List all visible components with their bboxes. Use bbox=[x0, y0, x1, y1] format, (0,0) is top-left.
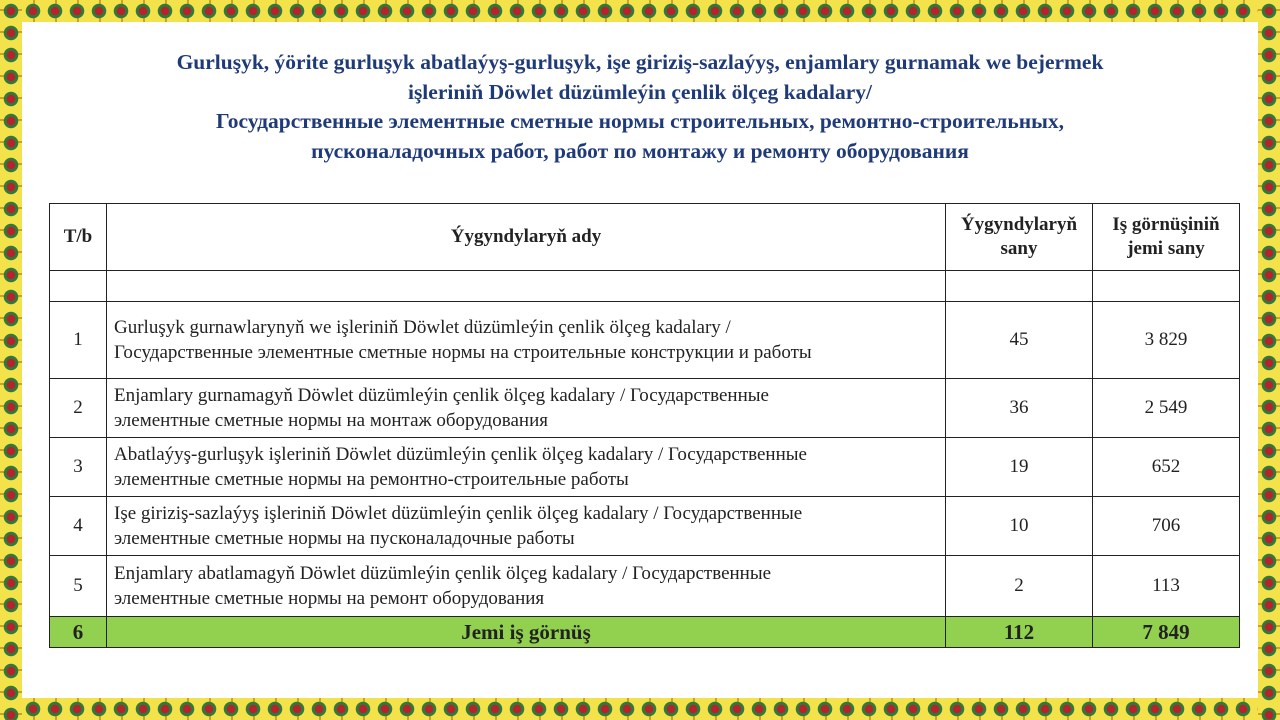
row-num: 5 bbox=[50, 556, 107, 617]
table-cell bbox=[50, 271, 107, 302]
total-count: 112 bbox=[946, 617, 1093, 648]
row-name-line: элементные сметные нормы на пусконаладочные работы bbox=[114, 528, 575, 549]
table-header-row bbox=[50, 204, 1240, 271]
row-name-line: Государственные элементные сметные нормы на строительные конструкции и работы bbox=[114, 342, 812, 363]
row-num: 3 bbox=[50, 438, 107, 497]
row-total: 652 bbox=[1093, 438, 1240, 497]
table-row bbox=[50, 438, 1240, 497]
row-total: 113 bbox=[1093, 556, 1240, 617]
row-count: 36 bbox=[946, 379, 1093, 438]
row-num: 4 bbox=[50, 497, 107, 556]
row-num: 2 bbox=[50, 379, 107, 438]
ornament-border-top bbox=[0, 0, 1280, 22]
total-row bbox=[50, 617, 1240, 648]
slide-content bbox=[22, 22, 1258, 698]
header-total bbox=[1093, 204, 1240, 271]
total-num: 6 bbox=[50, 617, 107, 648]
header-count bbox=[946, 204, 1093, 271]
row-name bbox=[107, 379, 946, 438]
table-cell bbox=[107, 271, 946, 302]
ornament-border-bottom bbox=[0, 698, 1280, 720]
header-count-line: sany bbox=[1000, 238, 1038, 259]
row-total: 2 549 bbox=[1093, 379, 1240, 438]
header-name: Ýygyndylaryň ady bbox=[107, 204, 946, 271]
title-line: işleriniň Döwlet düzümleýin çenlik ölçeg kadalary/ bbox=[407, 79, 873, 104]
row-name bbox=[107, 556, 946, 617]
header-count-line: Ýygyndylaryň bbox=[960, 214, 1078, 235]
total-sum: 7 849 bbox=[1093, 617, 1240, 648]
header-total-line: Iş görnüşiniň bbox=[1112, 214, 1220, 235]
row-count: 19 bbox=[946, 438, 1093, 497]
table-cell bbox=[1093, 271, 1240, 302]
row-total: 3 829 bbox=[1093, 302, 1240, 379]
row-count: 2 bbox=[946, 556, 1093, 617]
row-total: 706 bbox=[1093, 497, 1240, 556]
row-num: 1 bbox=[50, 302, 107, 379]
row-name-line: Enjamlary gurnamagyň Döwlet düzümleýin çenlik ölçeg kadalary / Государственные bbox=[114, 385, 769, 406]
header-total-line: jemi sany bbox=[1127, 238, 1205, 259]
row-name bbox=[107, 302, 946, 379]
table-row bbox=[50, 379, 1240, 438]
table-cell bbox=[946, 271, 1093, 302]
table-row bbox=[50, 556, 1240, 617]
header-num: T/b bbox=[50, 204, 107, 271]
row-name-line: Gurluşyk gurnawlarynyň we işleriniň Döwlet düzümleýin çenlik ölçeg kadalary / bbox=[114, 317, 731, 338]
row-name-line: элементные сметные нормы на ремонт оборудования bbox=[114, 588, 545, 609]
row-name-line: Işe giriziş-sazlaýyş işleriniň Döwlet düzümleýin çenlik ölçeg kadalary / Государственные bbox=[114, 503, 803, 524]
total-label: Jemi iş görnüş bbox=[107, 617, 946, 648]
title-line: пусконаладочных работ, работ по монтажу и ремонту оборудования bbox=[311, 138, 969, 163]
title-line: Государственные элементные сметные нормы строительных, ремонтно-строительных, bbox=[215, 109, 1065, 133]
ornament-border-right bbox=[1258, 0, 1280, 720]
table-row bbox=[50, 497, 1240, 556]
row-name-line: элементные сметные нормы на ремонтно-строительные работы bbox=[114, 469, 629, 490]
slide-title bbox=[22, 48, 1258, 166]
ornament-border-left bbox=[0, 0, 22, 720]
row-name-line: Abatlaýyş-gurluşyk işleriniň Döwlet düzümleýin çenlik ölçeg kadalary / Государственные bbox=[114, 444, 807, 465]
table-row bbox=[50, 302, 1240, 379]
row-name-line: элементные сметные нормы на монтаж оборудования bbox=[114, 410, 549, 431]
row-count: 10 bbox=[946, 497, 1093, 556]
row-name-line: Enjamlary abatlamagyň Döwlet düzümleýin çenlik ölçeg kadalary / Государственные bbox=[114, 563, 772, 584]
title-line: Gurluşyk, ýörite gurluşyk abatlaýyş-gurluşyk, işe giriziş-sazlaýyş, enjamlary gurnamak we bejermek bbox=[176, 50, 1104, 74]
row-name bbox=[107, 497, 946, 556]
row-name bbox=[107, 438, 946, 497]
table-spacer-row bbox=[50, 271, 1240, 302]
norms-table bbox=[49, 203, 1240, 648]
row-count: 45 bbox=[946, 302, 1093, 379]
